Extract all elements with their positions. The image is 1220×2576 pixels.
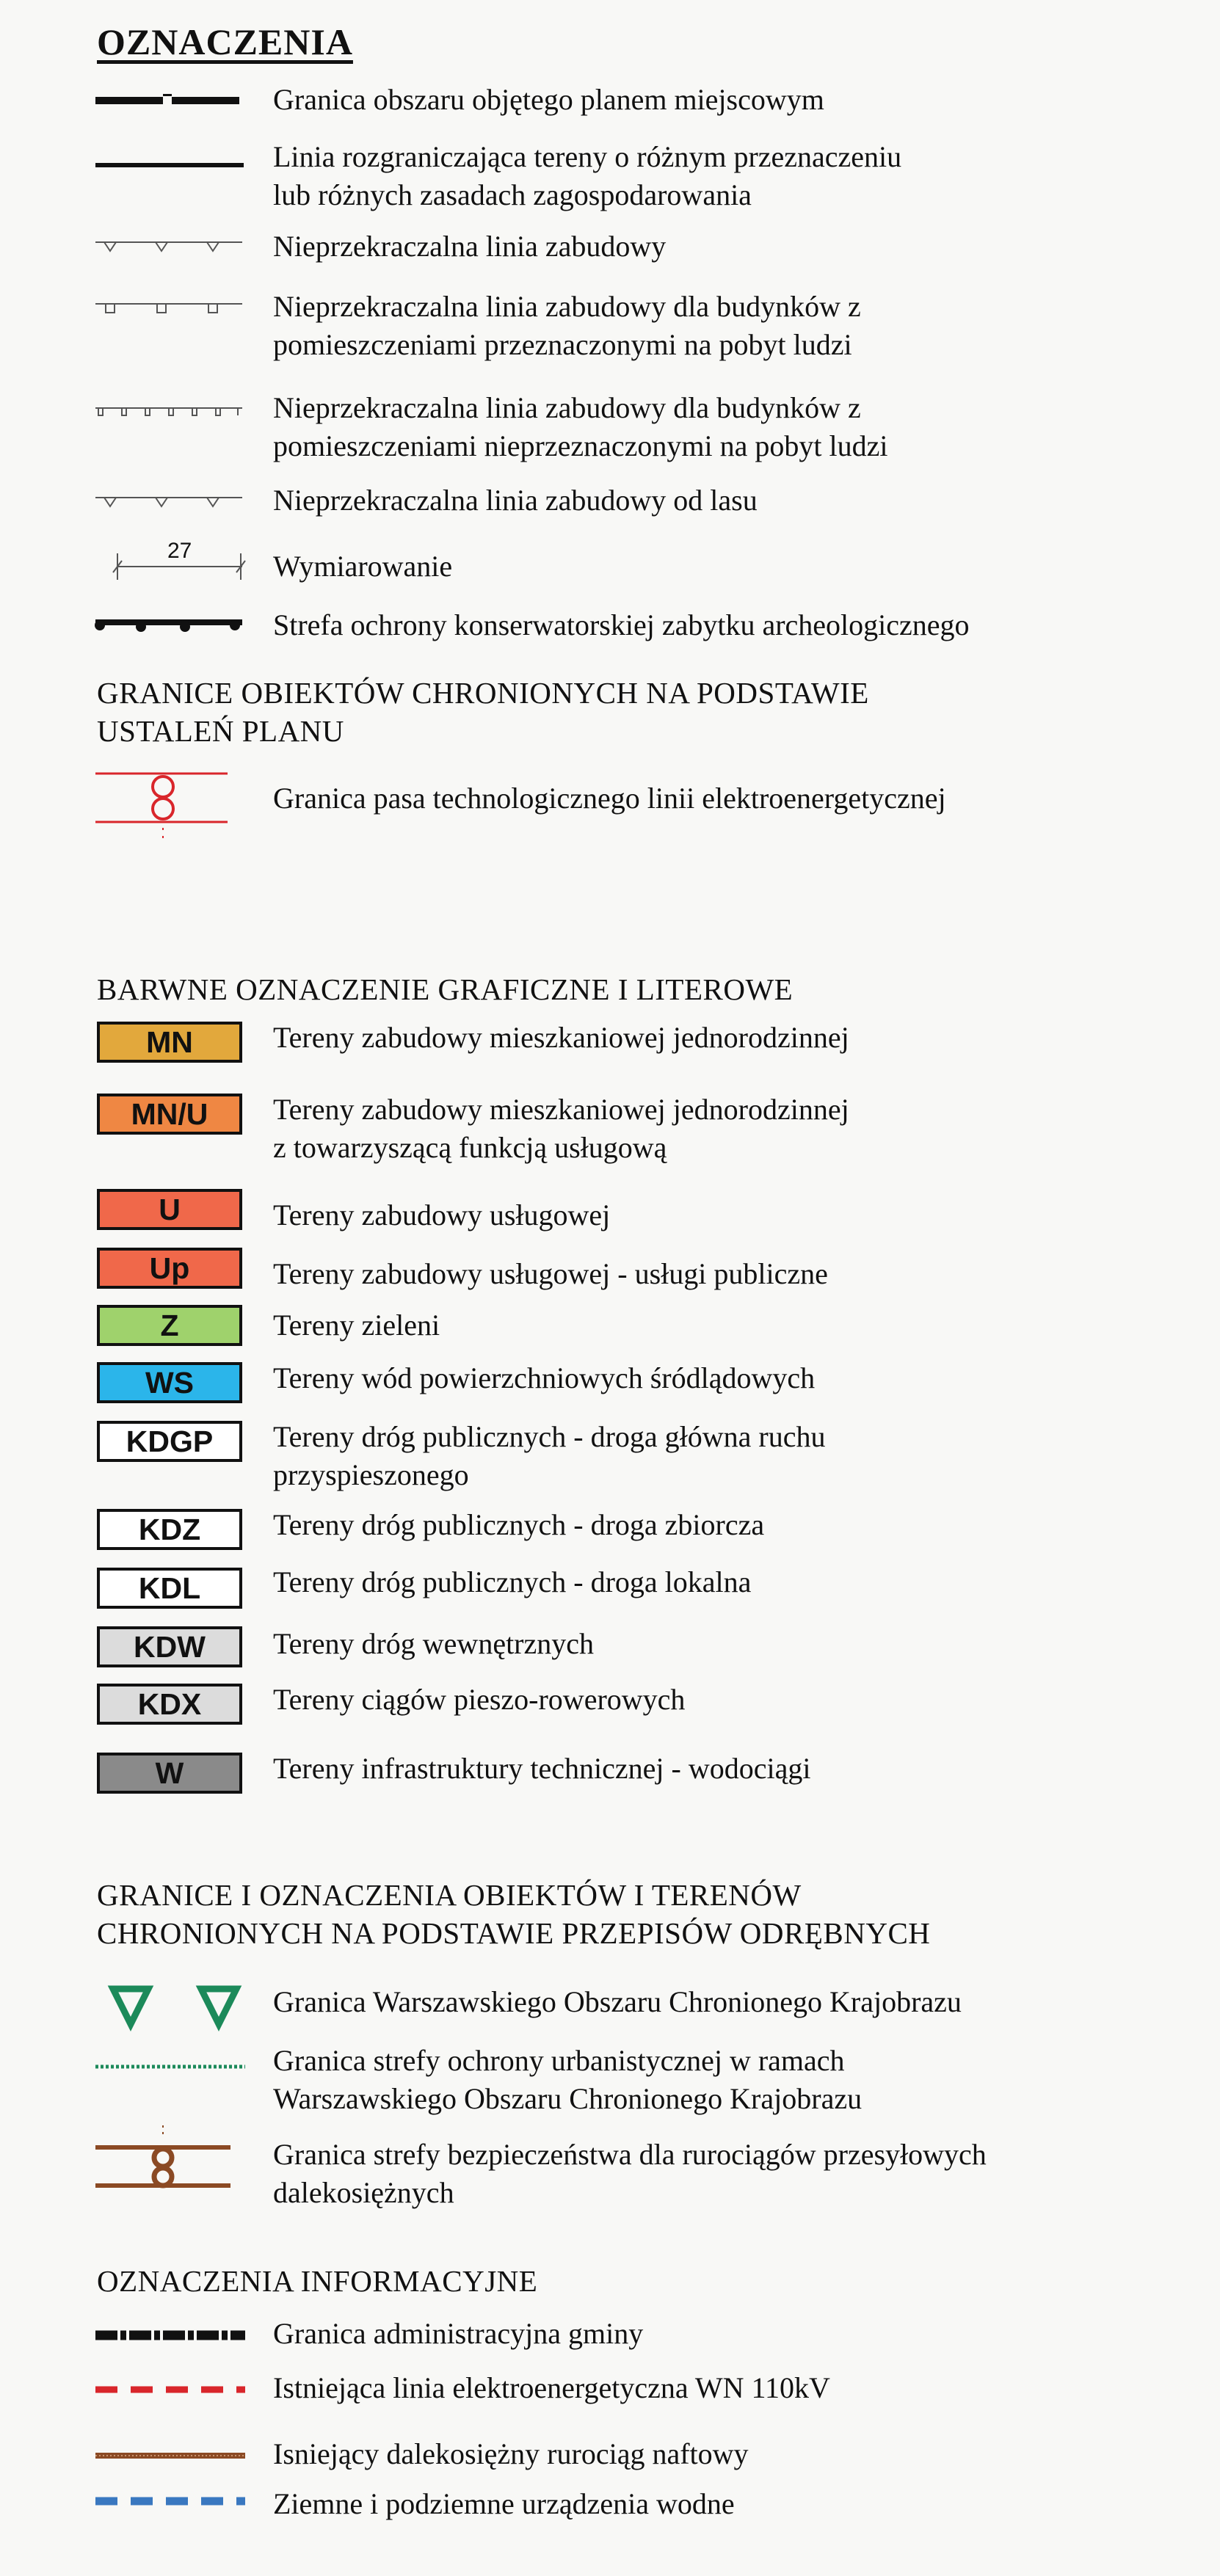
zone-label-ws: Tereny wód powierzchniowych śródlądowych [273,1361,816,1394]
zone-label-u: Tereny zabudowy usługowej [273,1198,611,1231]
power-line-110kv-symbol [95,2384,250,2398]
power-line-110kv-label: Istniejąca linia elektroenergetyczna WN 110kV [273,2371,830,2404]
building-line-forest-label: Nieprzekraczalna linia zabudowy od lasu [273,484,758,517]
legend-title: OZNACZENIA [97,21,353,62]
section-colors-heading: BARWNE OZNACZENIE GRAFICZNE I LITEROWE [97,972,794,1006]
zone-box-mn: MN [97,1022,242,1063]
zone-label-up: Tereny zabudowy usługowej - usługi publiczne [273,1257,828,1290]
urban-protection-symbol [95,2064,250,2071]
zone-label-kdz: Tereny dróg publicznych - droga zbiorcza [273,1508,765,1541]
dimension-label: Wymiarowanie [273,550,453,583]
building-line-forest-symbol [95,493,250,511]
pipeline-safety-symbol [95,2125,250,2196]
dimension-symbol [95,552,250,581]
zone-box-kdw: KDW [97,1626,242,1667]
building-line-symbol [95,239,250,257]
zone-box-kdz: KDZ [97,1509,242,1550]
zone-box-kdl: KDL [97,1568,242,1609]
zone-box-kdgp: KDGP [97,1421,242,1462]
zone-label-w: Tereny infrastruktury technicznej - wodociągi [273,1752,811,1785]
building-line-nonresidential-symbol [95,405,250,420]
zone-box-mnu: MN/U [97,1094,242,1135]
power-strip-label: Granica pasa technologicznego linii elektroenergetycznej [273,782,946,815]
demarcation-line-label: Linia rozgraniczająca tereny o różnym przeznaczeniu lub różnych zasadach zagospodarowania [273,140,902,211]
oil-pipeline-label: Isniejący dalekosiężny rurociąg naftowy [273,2437,749,2470]
dimension-value: 27 [167,539,192,563]
power-strip-symbol [95,771,250,844]
oil-pipeline-symbol [95,2451,250,2462]
zone-label-kdx: Tereny ciągów pieszo-rowerowych [273,1683,686,1716]
archaeology-zone-label: Strefa ochrony konserwatorskiej zabytku archeologicznego [273,608,970,641]
building-line-residential-symbol [95,301,250,319]
plan-boundary-symbol [95,92,250,107]
zone-label-z: Tereny zieleni [273,1309,440,1342]
building-line-nonresidential-label: Nieprzekraczalna linia zabudowy dla budynków z pomieszczeniami nieprzeznaczonymi na pobyt ludzi [273,391,888,462]
demarcation-line-symbol [95,161,250,169]
section-info-heading: OZNACZENIA INFORMACYJNE [97,2264,538,2298]
building-line-label: Nieprzekraczalna linia zabudowy [273,230,667,263]
landscape-area-symbol [110,1986,250,2030]
zone-box-up: Up [97,1248,242,1289]
zone-label-kdw: Tereny dróg wewnętrznych [273,1627,595,1660]
zone-box-z: Z [97,1305,242,1346]
zone-label-mnu: Tereny zabudowy mieszkaniowej jednorodzinnej z towarzyszącą funkcją usługową [273,1093,849,1164]
zone-label-kdgp: Tereny dróg publicznych - droga główna ruchu przyspieszonego [273,1420,826,1491]
zone-box-ws: WS [97,1362,242,1403]
municipal-boundary-symbol [95,2328,250,2343]
zone-label-kdl: Tereny dróg publicznych - droga lokalna [273,1565,752,1598]
municipal-boundary-label: Granica administracyjna gminy [273,2317,644,2350]
water-devices-label: Ziemne i podziemne urządzenia wodne [273,2487,735,2520]
building-line-residential-label: Nieprzekraczalna linia zabudowy dla budynków z pomieszczeniami przeznaczonymi na pobyt ludzi [273,290,861,361]
urban-protection-label: Granica strefy ochrony urbanistycznej w ramach Warszawskiego Obszaru Chronionego Krajobrazu [273,2044,863,2115]
plan-boundary-label: Granica obszaru objętego planem miejscowym [273,83,824,116]
zone-box-u: U [97,1189,242,1230]
zone-box-kdx: KDX [97,1684,242,1725]
zone-label-mn: Tereny zabudowy mieszkaniowej jednorodzinnej [273,1021,849,1054]
archaeology-zone-symbol [95,615,250,633]
section-plan-heading: GRANICE OBIEKTÓW CHRONIONYCH NA PODSTAWIE USTALEŃ PLANU [97,676,869,748]
pipeline-safety-label: Granica strefy bezpieczeństwa dla rurociągów przesyłowych dalekosiężnych [273,2138,987,2209]
section-protected-heading: GRANICE I OZNACZENIA OBIEKTÓW I TERENÓW CHRONIONYCH NA PODSTAWIE PRZEPISÓW ODRĘBNYCH [97,1878,931,1950]
water-devices-symbol [95,2495,250,2510]
zone-box-w: W [97,1753,242,1794]
landscape-area-label: Granica Warszawskiego Obszaru Chronionego Krajobrazu [273,1985,962,2018]
